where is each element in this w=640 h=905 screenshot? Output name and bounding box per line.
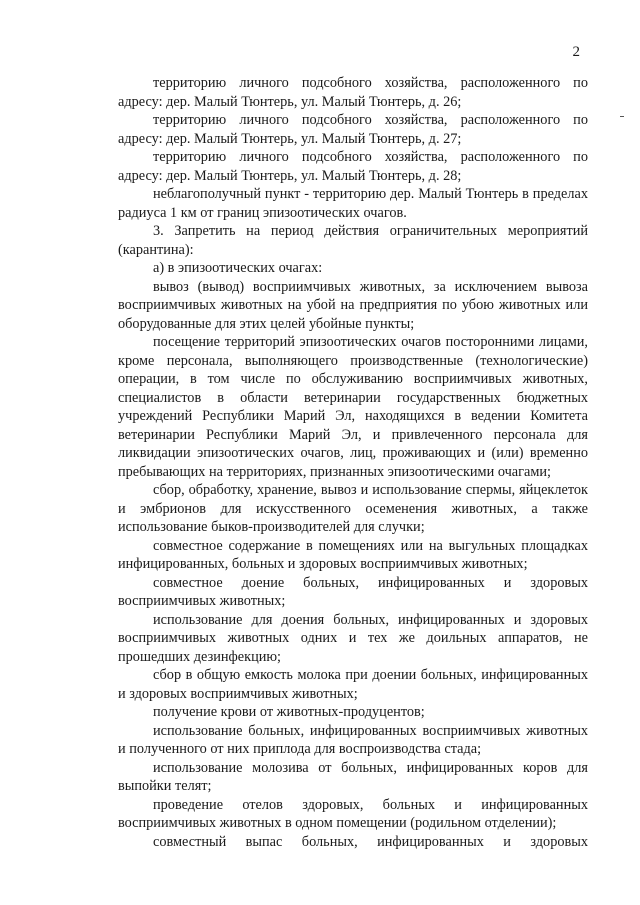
paragraph-household-27: территорию личного подсобного хозяйства, расположенного по адресу: дер. Малый Тюнтерь, ул. Малый Тюнтерь, д. 27; xyxy=(118,112,588,147)
paragraph-household-26: территорию личного подсобного хозяйства, расположенного по адресу: дер. Малый Тюнтерь, ул. Малый Тюнтерь, д. 26; xyxy=(118,75,588,110)
paragraph-household-28: территорию личного подсобного хозяйства, расположенного по адресу: дер. Малый Тюнтерь, ул. Малый Тюнтерь, д. 28; xyxy=(118,149,588,184)
paragraph-item-3-heading: 3. Запретить на период действия ограничительных мероприятий (карантина): xyxy=(118,223,588,258)
paragraph-joint-keeping: совместное содержание в помещениях или на выгульных площадках инфицированных, больных и здоровых восприимчивых животных; xyxy=(118,537,588,572)
page-number: 2 xyxy=(572,44,580,60)
paragraph-unfavorable-point: неблагополучный пункт - территорию дер. Малый Тюнтерь в пределах радиуса 1 км от границ эпизоотических очагов. xyxy=(118,186,588,221)
paragraph-reproduction-use: использование больных, инфицированных восприимчивых животных и полученного от них приплода для воспроизводства стада; xyxy=(118,722,588,757)
paragraph-milk-collection: сбор в общую емкость молока при доении больных, инфицированных и здоровых восприимчивых животных; xyxy=(118,667,588,702)
paragraph-subitem-a: а) в эпизоотических очагах: xyxy=(153,260,323,276)
paragraph-milking-machines: использование для доения больных, инфицированных и здоровых восприимчивых животных одних и тех же доильных аппаратов, не прошедших дезинфекцию; xyxy=(118,611,588,665)
paragraph-blood-collection: получение крови от животных-продуцентов; xyxy=(153,704,425,720)
paragraph-joint-milking: совместное доение больных, инфицированных и здоровых восприимчивых животных; xyxy=(118,574,588,609)
paragraph-joint-grazing: совместный выпас больных, инфицированных и здоровых xyxy=(153,833,588,850)
document-body xyxy=(118,74,588,851)
paragraph-export-ban: вывоз (вывод) восприимчивых животных, за исключением вывоза восприимчивых животных на убой на предприятия по убою животных или оборудованные для этих целей убойные пункты; xyxy=(118,278,588,332)
paragraph-calving: проведение отелов здоровых, больных и инфицированных восприимчивых животных в одном помещении (родильном отделении); xyxy=(118,796,588,831)
paragraph-visit-ban: посещение территорий эпизоотических очагов посторонними лицами, кроме персонала, выполняющего производственные (технологические) операции, в том числе по обслуживанию восприимчивых животных, специалистов в области ветеринарии государственных бюджетных учреждений Республики Марий Эл, находящихся в ведении Комитета ветеринарии Республики Марий Эл, и привлеченного персонала для ликвидации эпизоотических очагов, лиц, проживающих и (или) временно пребывающих на территориях, признанных эпизоотическими очагами; xyxy=(118,334,588,480)
paragraph-sperm-ban: сбор, обработку, хранение, вывоз и использование спермы, яйцеклеток и эмбрионов для искусственного осеменения животных, а также использование быков-производителей для случки; xyxy=(118,482,588,535)
paragraph-colostrum-use: использование молозива от больных, инфицированных коров для выпойки телят; xyxy=(118,759,588,794)
margin-mark xyxy=(620,116,624,117)
